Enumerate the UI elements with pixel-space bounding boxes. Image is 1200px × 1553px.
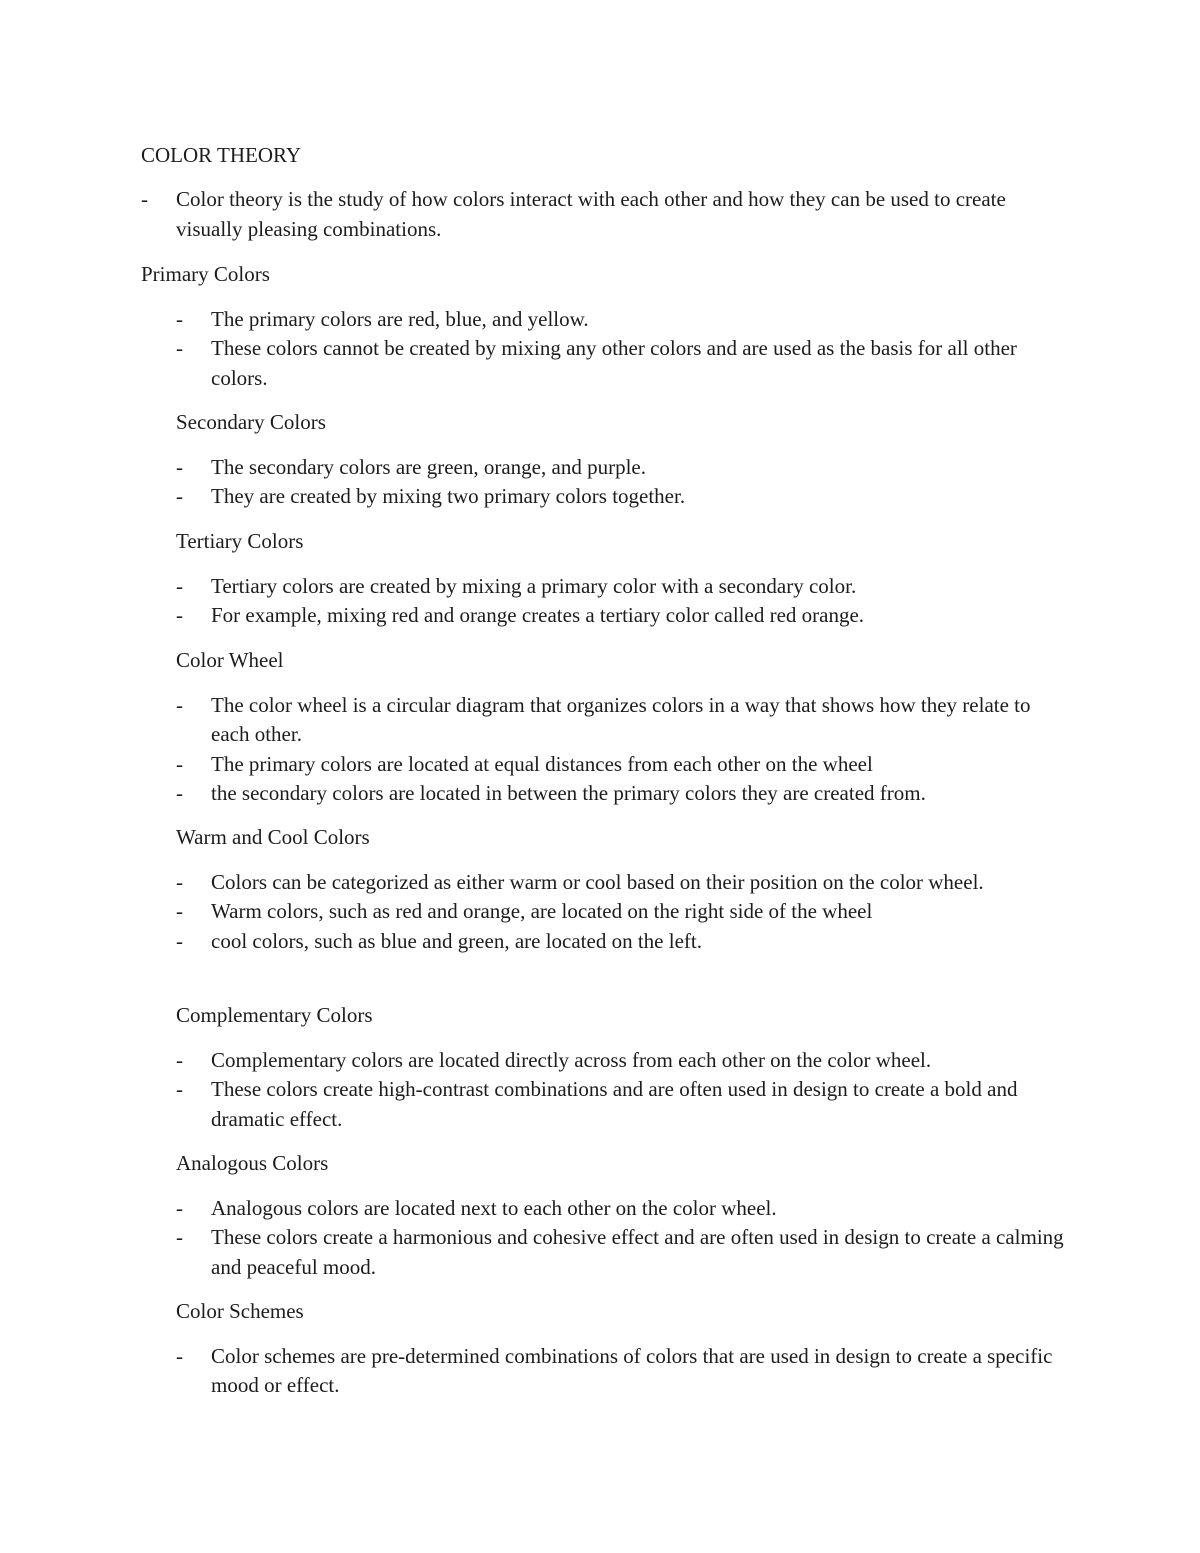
list-item xyxy=(176,1223,1066,1282)
list-item xyxy=(176,1075,1066,1134)
intro-text: Color theory is the study of how colors interact with each other and how they can be used to create visually pleasing combinations. xyxy=(176,187,1006,241)
bullet-dash: - xyxy=(176,454,183,479)
list-item xyxy=(176,334,1031,393)
list-item-text: Analogous colors are located next to each other on the color wheel. xyxy=(211,1195,777,1220)
list-item xyxy=(176,1194,1066,1224)
bullet-dash: - xyxy=(176,603,183,627)
bullet-dash: - xyxy=(176,928,183,953)
intro-item xyxy=(141,185,1071,244)
section-heading: Analogous Colors xyxy=(176,1151,329,1175)
bullet-dash: - xyxy=(176,484,183,508)
list-item-text: Warm colors, such as red and orange, are located on the right side of the wheel xyxy=(211,899,873,923)
bullet-dash: - xyxy=(176,692,183,717)
list-item-text: cool colors, such as blue and green, are located on the left. xyxy=(211,928,702,953)
bullet-list xyxy=(176,453,1066,512)
bullet-list xyxy=(176,1046,1066,1135)
bullet-dash: - xyxy=(176,751,183,776)
list-item xyxy=(176,572,1066,602)
bullet-dash: - xyxy=(176,1077,183,1101)
bullet-list xyxy=(176,868,1066,957)
list-item xyxy=(176,691,1066,750)
bullet-dash: - xyxy=(176,306,183,331)
bullet-list xyxy=(176,572,1066,631)
list-item-text: Tertiary colors are created by mixing a primary color with a secondary color. xyxy=(211,573,857,598)
list-item xyxy=(176,305,1031,335)
section-warm-and-cool-colors xyxy=(176,823,1066,956)
section-analogous-colors xyxy=(176,1149,1066,1282)
bullet-dash: - xyxy=(176,336,183,360)
list-item-text: These colors cannot be created by mixing any other colors and are used as the basis for all other colors. xyxy=(211,336,1017,390)
list-item-text: For example, mixing red and orange creates a tertiary color called red orange. xyxy=(211,603,865,627)
section-heading: Color Schemes xyxy=(176,1299,304,1323)
bullet-list xyxy=(176,1194,1066,1283)
section-tertiary-colors xyxy=(176,527,1066,631)
list-item xyxy=(176,897,1066,927)
bullet-dash: - xyxy=(176,1343,183,1368)
list-item xyxy=(176,453,1066,483)
list-item xyxy=(176,482,1066,512)
intro-list xyxy=(141,185,1071,244)
list-item xyxy=(176,750,1066,780)
bullet-list xyxy=(176,305,1031,394)
list-item xyxy=(176,927,1066,957)
list-item xyxy=(176,601,1066,631)
list-item-text: These colors create a harmonious and cohesive effect and are often used in design to create a calming and peaceful mood. xyxy=(211,1225,1064,1279)
section-heading: Color Wheel xyxy=(176,648,284,672)
list-item-text: These colors create high-contrast combinations and are often used in design to create a bold and dramatic effect. xyxy=(211,1077,1018,1131)
list-item xyxy=(176,779,1066,809)
section-complementary-colors xyxy=(176,1001,1066,1134)
section-heading: Tertiary Colors xyxy=(176,529,304,553)
bullet-dash: - xyxy=(176,899,183,923)
list-item-text: The primary colors are red, blue, and yellow. xyxy=(211,306,589,331)
list-item-text: the secondary colors are located in between the primary colors they are created from. xyxy=(211,781,926,805)
list-item-text: Color schemes are pre-determined combinations of colors that are used in design to create a specific mood or effect. xyxy=(211,1343,1053,1397)
bullet-list xyxy=(176,1342,1066,1401)
section-heading: Primary Colors xyxy=(141,262,270,286)
list-item xyxy=(176,868,1066,898)
section-primary-colors xyxy=(141,260,1031,393)
bullet-dash: - xyxy=(176,1195,183,1220)
section-heading: Complementary Colors xyxy=(176,1003,373,1027)
section-color-schemes xyxy=(176,1297,1066,1401)
section-secondary-colors xyxy=(176,408,1066,512)
bullet-dash: - xyxy=(176,1047,183,1072)
bullet-dash: - xyxy=(176,1225,183,1249)
document-title: COLOR THEORY xyxy=(141,143,302,167)
section-heading: Warm and Cool Colors xyxy=(176,825,370,849)
list-item-text: Complementary colors are located directly across from each other on the color wheel. xyxy=(211,1047,932,1072)
list-item-text: The secondary colors are green, orange, and purple. xyxy=(211,454,646,479)
section-color-wheel xyxy=(176,646,1066,809)
bullet-dash: - xyxy=(176,781,183,805)
list-item xyxy=(176,1046,1066,1076)
bullet-dash: - xyxy=(141,187,148,211)
section-heading: Secondary Colors xyxy=(176,410,326,434)
bullet-dash: - xyxy=(176,573,183,598)
list-item xyxy=(176,1342,1066,1401)
list-item-text: Colors can be categorized as either warm or cool based on their position on the color wheel. xyxy=(211,869,984,894)
list-item-text: The color wheel is a circular diagram that organizes colors in a way that shows how they relate to each other. xyxy=(211,692,1031,746)
bullet-list xyxy=(176,691,1066,809)
bullet-dash: - xyxy=(176,869,183,894)
list-item-text: The primary colors are located at equal distances from each other on the wheel xyxy=(211,751,873,776)
list-item-text: They are created by mixing two primary colors together. xyxy=(211,484,686,508)
